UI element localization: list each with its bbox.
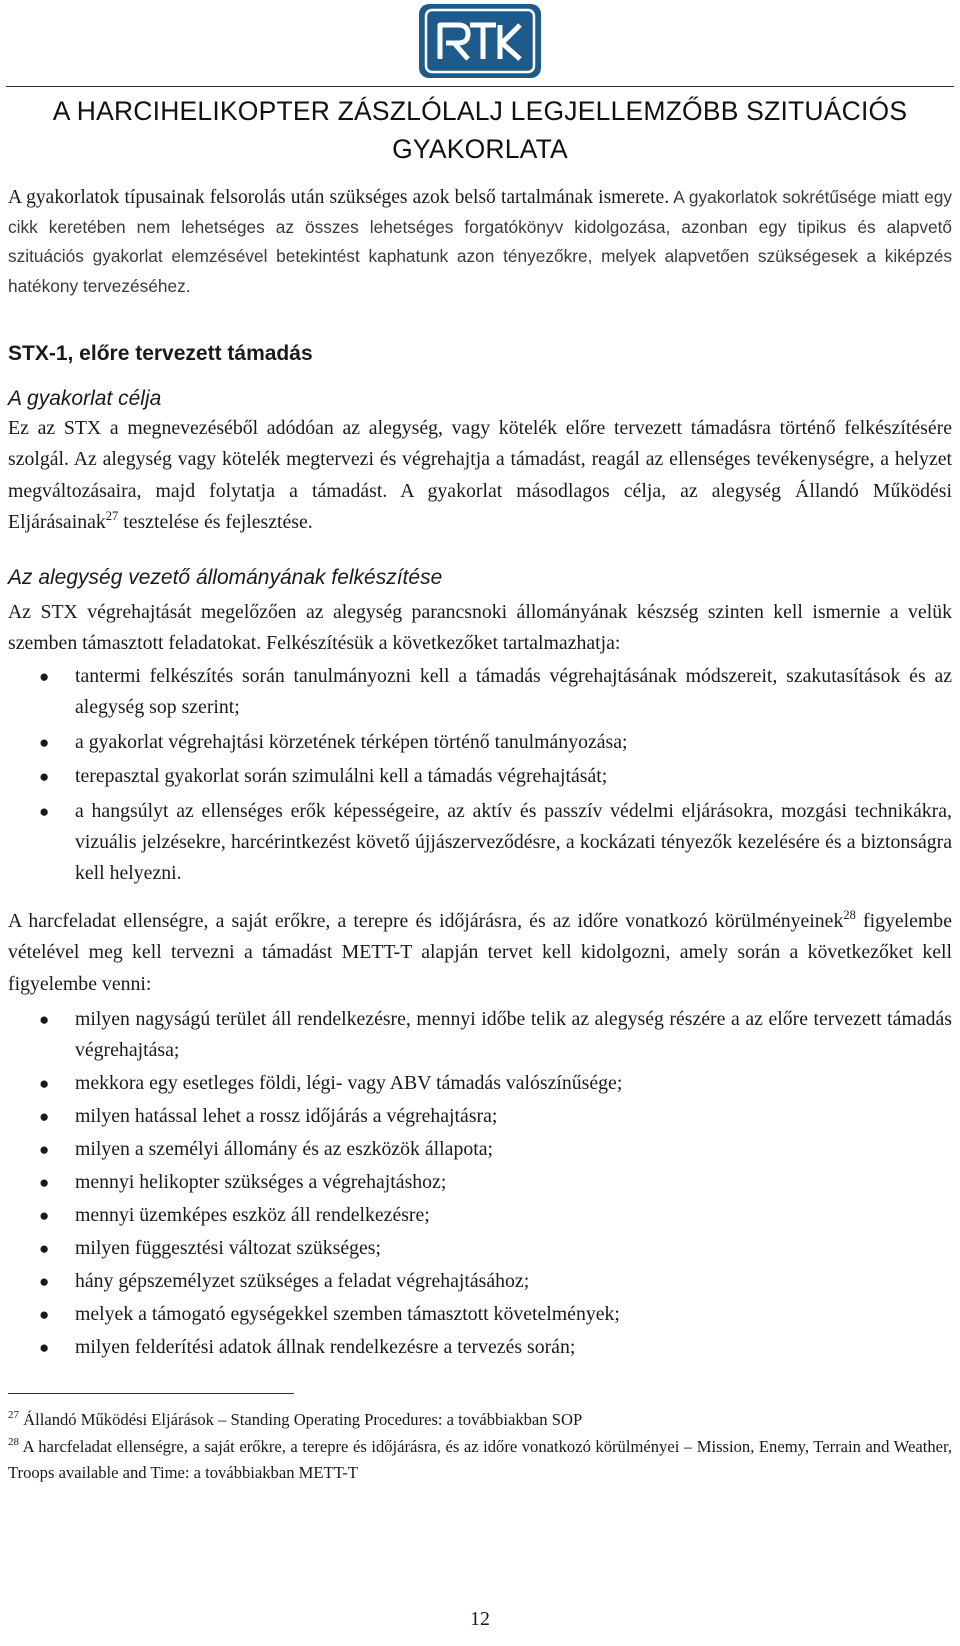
list-item: ● mennyi helikopter szükséges a végrehajtáshoz; [8,1167,952,1198]
list-item: ● terepasztal gyakorlat során szimulálni kell a támadás végrehajtását; [8,761,952,792]
bullet-icon: ● [39,1074,50,1094]
bullet-icon: ● [39,1010,50,1029]
list-item: ● milyen a személyi állomány és az eszközök állapota; [8,1134,952,1165]
list-item: ● a gyakorlat végrehajtási körzetének térképen történő tanulmányozása; [8,727,952,758]
footnote-27 [8,1407,952,1434]
intro-paragraph [8,183,952,301]
document-title: A HARCIHELIKOPTER ZÁSZLÓLALJ LEGJELLEMZŐBB SZITUÁCIÓS GYAKORLATA [52,96,908,164]
bullet-icon: ● [39,1205,50,1225]
preparation-list [8,661,952,893]
mett-t-text-end: figyelembe vételével meg kell tervezni a támadást METT-T alapján tervet kell kidolgozni, amely során a következőket kell figyelembe venni: [8,910,952,995]
bullet-icon: ● [39,1107,50,1127]
goal-text-end: tesztelése és fejlesztése. [118,511,313,534]
list-item: ● melyek a támogató egységekkel szemben támasztott követelmények; [8,1299,952,1330]
bullet-icon: ● [39,1173,50,1193]
list-item: ● tantermi felkészítés során tanulmányozni kell a támadás végrehajtásának módszereit, szakutasítások és az alegység sop szerint; [8,661,952,724]
rtk-logo [418,3,542,79]
bullet-icon: ● [39,1140,50,1160]
bullet-icon: ● [39,1271,50,1291]
footnote-ref-27[interactable]: 27 [105,509,119,524]
bullet-icon: ● [39,801,50,821]
mett-t-paragraph [8,906,952,1000]
list-item: ● mennyi üzemképes eszköz áll rendelkezésre; [8,1200,952,1231]
list-item: ● mekkora egy esetleges földi, légi- vagy ABV támadás valószínűsége; [8,1068,952,1099]
bullet-icon: ● [39,732,50,752]
bullet-icon: ● [39,667,50,686]
footnote-divider [8,1393,294,1394]
list-item: ● milyen nagyságú terület áll rendelkezésre, mennyi időbe telik az alegység részére a az előre tervezett támadás végrehajtása; [8,1004,952,1067]
list-item: ● milyen hatással lehet a rossz időjárás a végrehajtásra; [8,1101,952,1132]
footnote-number: 28 [8,1435,19,1448]
footnote-ref-28[interactable]: 28 [843,908,856,922]
bullet-icon: ● [39,1238,50,1258]
footnote-text: Állandó Működési Eljárások – Standing Operating Procedures: a továbbiakban SOP [19,1410,583,1429]
intro-lead: A gyakorlatok típusainak felsorolás után szükséges azok belső tartalmának ismerete. [8,187,670,208]
list-item: ● hány gépszemélyzet szükséges a feladat végrehajtásához; [8,1266,952,1297]
subheading-goal: A gyakorlat célja [8,387,162,410]
bullet-icon: ● [39,1304,50,1324]
goal-text: Ez az STX a megnevezéséből adódóan az alegység, vagy kötelék előre tervezett támadásra történő felkészítésére szolgál. Az alegység vagy kötelék megtervezi és végrehajtja a támadást, reagál az ellenséges tevékenységre, a helyzet megváltozásaira, majd folytatja a támadást. A gyakorlat másodlagos célja, az alegység Állandó Működési Eljárásainak [8,417,952,534]
list-item: ● a hangsúlyt az ellenséges erők képességeire, az aktív és passzív védelmi eljárásokra, mozgási technikákra, vizuális jelzésekre, harcérintkezést követő újjászerveződésre, a kockázati tényezők kezelésére és a biztonságra kell helyezni. [8,796,952,890]
list-item: ● milyen felderítési adatok állnak rendelkezésre a tervezés során; [8,1332,952,1363]
list-item: ● milyen függesztési változat szükséges; [8,1233,952,1264]
section-title: STX-1, előre tervezett támadás [8,342,313,365]
goal-paragraph [8,413,952,539]
footnote-number: 27 [8,1409,19,1421]
bullet-icon: ● [39,767,50,787]
planning-list [8,1004,952,1364]
header-divider [6,86,954,87]
bullet-icon: ● [39,1337,50,1357]
subheading-preparation: Az alegység vezető állományának felkészítése [8,566,443,589]
footnote-text: A harcfeladat ellenségre, a saját erőkre, a terepre és időjárásra, és az időre vonatkozó körülményei – Mission, Enemy, Terrain and Weather, Troops available and Time: a továbbiakban METT-T [8,1436,952,1482]
mett-t-text: A harcfeladat ellenségre, a saját erőkre, a terepre és időjárásra, és az időre vonatkozó körülményeinek [8,910,844,932]
footnote-28 [8,1434,952,1487]
page-number: 12 [470,1608,490,1630]
preparation-paragraph: Az STX végrehajtását megelőzően az alegység parancsnoki állományának készség szinten kell ismernie a velük szemben támasztott feladatokat. Felkészítésük a következőket tartalmazhatja: [8,601,952,655]
footnotes [8,1407,952,1487]
intro-rest: A gyakorlatok sokrétűsége miatt egy cikk keretében nem lehetséges az összes lehetséges forgatókönyv kidolgozása, azonban egy tipikus és alapvető szituációs gyakorlat elemzésével betekintést kaphatunk azon tényezőkre, melyek alapvetően szükségesek a kiképzés hatékony tervezéséhez. [8,187,953,296]
